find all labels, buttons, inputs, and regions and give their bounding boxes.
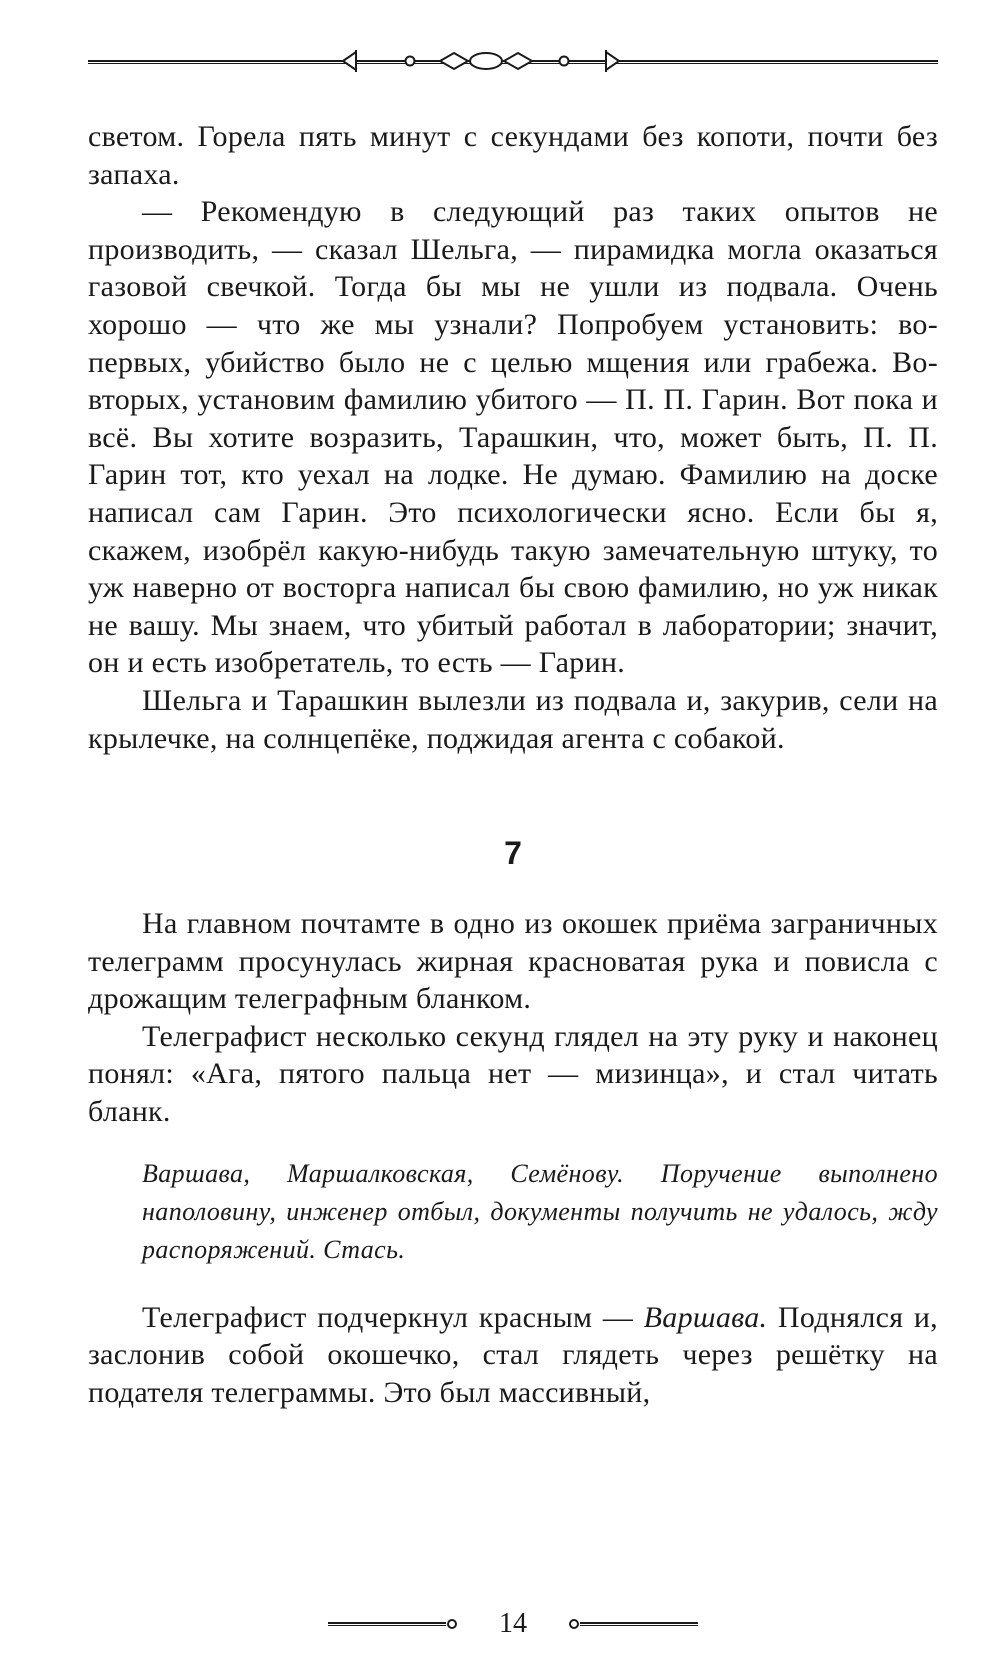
page-text (88, 118, 938, 1411)
page-footer (328, 1606, 698, 1642)
emphasis-word: Варшава. (643, 1300, 768, 1334)
paragraph: — Рекомендую в следующий раз таких опытов не производить, — сказал Шельга, — пирамидка могла оказаться газовой свечкой. Тогда бы мы не ушли из подвала. Очень хорошо — что же мы узнали? Попробуем установить: во-первых, убийство было не с целью мщения или грабежа. Во-вторых, установим фамилию убитого — П. П. Гарин. Вот пока и всё. Вы хотите возразить, Тарашкин, что, может быть, П. П. Гарин тот, кто уехал на лодке. Не думаю. Фамилию на доске написал сам Гарин. Это психологически ясно. Если бы я, скажем, изобрёл какую-нибудь такую замечательную штуку, то уж наверно от восторга написал бы свою фамилию, но уж никак не вашу. Мы знаем, что убитый работал в лаборатории; значит, он и есть изобретатель, то есть — Гарин. (88, 195, 938, 680)
page-number: 14 (499, 1608, 527, 1639)
header-ornament (88, 40, 938, 80)
text-run: Поднялся и, заслонив собой окошечко, стал глядеть через решётку на подателя телеграммы. Это был массивный, (88, 1300, 938, 1409)
book-page (88, 0, 938, 1662)
paragraph: светом. Горела пять минут с секундами без копоти, почти без запаха. (88, 120, 938, 191)
paragraph: На главном почтамте в одно из окошек приёма заграничных телеграмм просунулась жирная красноватая рука и повисла с дрожащим телеграфным бланком. (88, 907, 938, 1016)
text-run: Телеграфист подчеркнул красным — (142, 1300, 644, 1334)
chapter-number: 7 (504, 835, 522, 872)
paragraph: Шельга и Тарашкин вылезли из подвала и, закурив, сели на крылечке, на солнцепёке, поджидая агента с собакой. (88, 683, 938, 755)
paragraph: Телеграфист несколько секунд глядел на эту руку и наконец понял: «Ага, пятого пальца нет — мизинца», и стал читать бланк. (88, 1019, 938, 1129)
telegram-text: Варшава, Маршалковская, Семёнову. Поручение выполнено наполовину, инженер отбыл, документы получить не удалось, жду распоряжений. Стась. (142, 1158, 938, 1264)
paragraph (88, 1299, 938, 1412)
